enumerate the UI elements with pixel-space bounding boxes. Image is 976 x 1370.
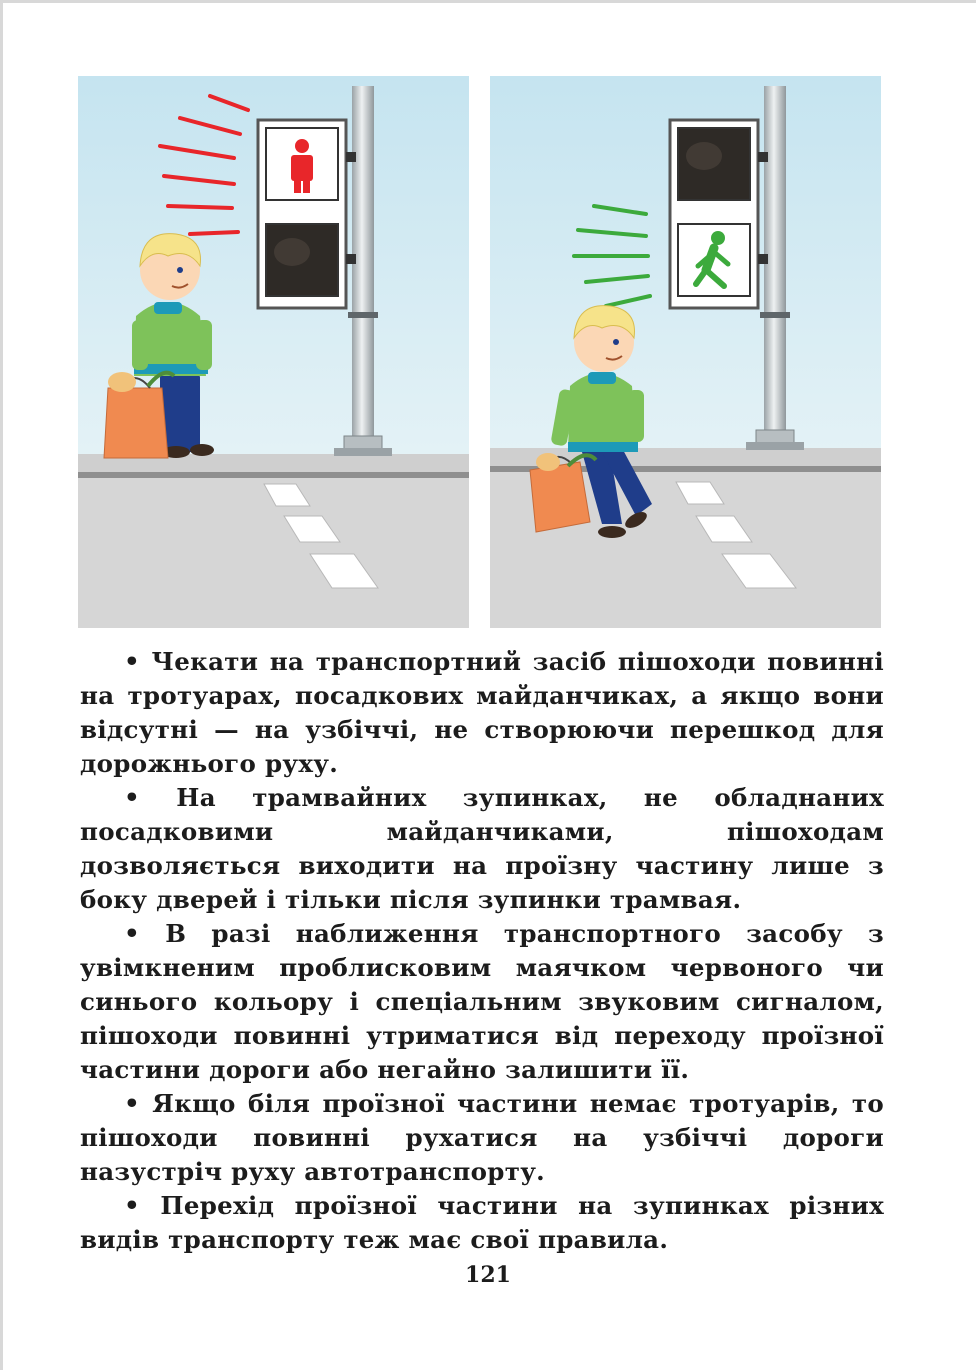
traffic-light bbox=[258, 120, 356, 308]
rule-paragraph-2 bbox=[80, 781, 884, 917]
bullet: • bbox=[124, 919, 140, 948]
page-edge-left bbox=[0, 0, 3, 1370]
rule-paragraph-1 bbox=[80, 645, 884, 781]
rule-text: Чекати на транспортний засіб пішоходи повинні на тротуарах, посадкових майданчиках, а якщо вони відсутні — на узбіччі, не створюючи перешкод для дорожнього руху. bbox=[80, 647, 884, 778]
bullet: • bbox=[124, 783, 140, 812]
rule-paragraph-3 bbox=[80, 917, 884, 1087]
bullet: • bbox=[124, 1089, 140, 1118]
rules-text bbox=[80, 645, 884, 1257]
rule-text: Якщо біля проїзної частини немає тротуарів, то пішоходи повинні рухатися на узбіччі дороги назустріч руху автотранспорту. bbox=[80, 1089, 884, 1186]
rule-paragraph-5 bbox=[80, 1189, 884, 1257]
illustration-green-signal bbox=[490, 76, 881, 628]
pole bbox=[352, 86, 374, 448]
curb bbox=[78, 472, 469, 478]
rule-paragraph-4 bbox=[80, 1087, 884, 1189]
rule-text: Перехід проїзної частини на зупинках різних видів транспорту теж має свої правила. bbox=[80, 1191, 884, 1254]
page-number: 121 bbox=[465, 1262, 511, 1288]
rule-text: В разі наближення транспортного засобу з увімкненим проблисковим маячком червоного чи синього кольору і спеціальним звуковим сигналом, пішоходи повинні утриматися від переходу проїзної частини дороги або негайно залишити її. bbox=[80, 919, 884, 1084]
bullet: • bbox=[124, 647, 140, 676]
bullet: • bbox=[124, 1191, 140, 1220]
illustration-red-signal bbox=[78, 76, 469, 628]
page-edge-top bbox=[0, 0, 976, 3]
illustrations bbox=[78, 76, 882, 628]
traffic-light bbox=[670, 120, 768, 308]
rule-text: На трамвайних зупинках, не обладнаних посадковими майданчиками, пішоходам дозволяється виходити на проїзну частину лише з боку дверей і тільки після зупинки трамвая. bbox=[80, 783, 884, 914]
